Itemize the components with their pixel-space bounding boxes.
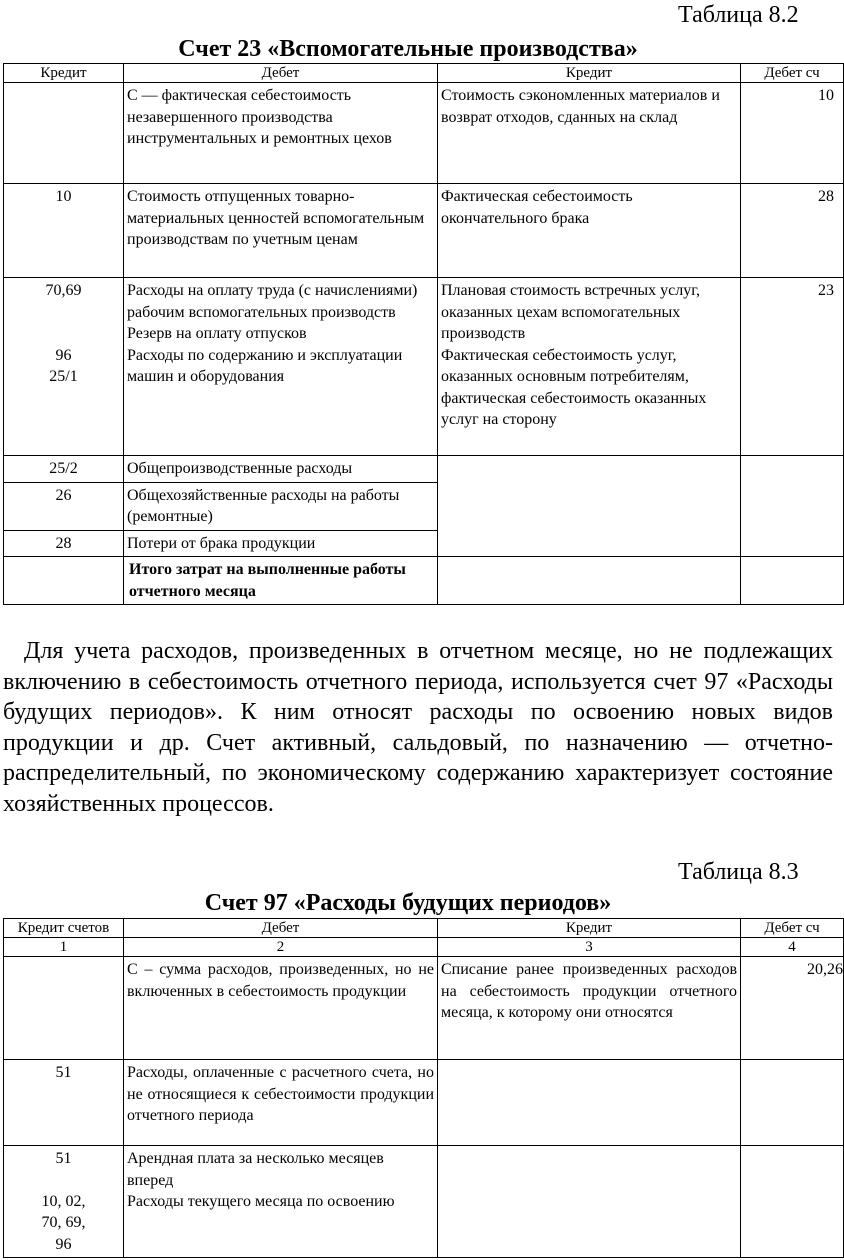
debit-cell: С – сумма расходов, произведенных, но не включенных в себестоимость продукции (124, 957, 438, 1060)
debit-cell: Общепроизводственные расходы (124, 456, 438, 483)
code-cell (4, 1146, 124, 1258)
code-line: 51 (55, 1150, 72, 1167)
header-cell: Дебет сч (741, 64, 844, 83)
code-line: 10, 02, (41, 1192, 86, 1210)
code-cell (4, 557, 124, 605)
header-row (4, 919, 844, 938)
code-cell: 26 (4, 482, 124, 530)
header-cell: Кредит (438, 64, 741, 83)
table-title: Счет 97 «Расходы будущих периодов» (204, 890, 612, 916)
debit-line: Расходы текущего месяца по освоению (127, 1193, 395, 1210)
code-line: 96 (55, 1235, 72, 1253)
column-number-row (4, 938, 844, 957)
code-line: 70, 69, (41, 1214, 86, 1231)
code-cell (4, 83, 124, 184)
column-number: 4 (741, 938, 844, 957)
account-num-cell (741, 1060, 844, 1146)
header-cell: Дебет сч (741, 919, 844, 938)
table-caption: Таблица 8.3 (678, 859, 799, 885)
table-row (4, 456, 844, 483)
account-num-cell: 10 (741, 83, 844, 184)
table-caption: Таблица 8.2 (678, 2, 799, 28)
account-num-cell: 23 (741, 278, 844, 456)
table-row (4, 278, 844, 456)
header-cell: Кредит счетов (4, 919, 124, 938)
code-cell: 10 (4, 184, 124, 278)
account-num-cell (741, 1146, 844, 1258)
column-number: 1 (4, 938, 124, 957)
table-row (4, 1060, 844, 1146)
account-97-table (3, 918, 844, 1258)
debit-line: Расходы по содержанию и эксплуатации машин и оборудования (127, 346, 403, 385)
table-row (4, 1146, 844, 1258)
credit-cell: Фактическая себестоимость окончательного брака (438, 184, 741, 278)
debit-cell: Стоимость отпущенных товарно-материальных ценностей вспомогательным производствам по учетным ценам (124, 184, 438, 278)
debit-cell: Общехозяйственные расходы на работы (ремонтные) (124, 482, 438, 530)
debit-cell: С — фактическая себестоимость незавершенного производства инструментальных и ремонтных цехов (124, 83, 438, 184)
credit-line: Плановая стоимость встречных услуг, оказанных цехам вспомогательных производств (441, 282, 701, 342)
header-cell: Кредит (4, 64, 124, 83)
account-23-table (3, 63, 844, 605)
table-row (4, 83, 844, 184)
credit-cell (438, 456, 741, 557)
debit-cell (124, 278, 438, 456)
credit-cell (438, 1146, 741, 1258)
account-num-cell: 20,26 (741, 957, 844, 1060)
column-number: 2 (124, 938, 438, 957)
debit-cell: Расходы, оплаченные с расчетного счета, но не относящиеся к себестоимости продукции отчетного периода (124, 1060, 438, 1146)
credit-cell: Списание ранее произведенных расходов на себестоимость продукции отчетного месяца, к которому они относятся (438, 957, 741, 1060)
header-cell: Дебет (124, 64, 438, 83)
credit-cell (438, 557, 741, 605)
account-num-cell: 28 (741, 184, 844, 278)
code-cell: 25/2 (4, 456, 124, 483)
body-paragraph: Для учета расходов, произведенных в отчетном месяце, но не подлежащих включению в себестоимость отчетного периода, используется счет 97 «Расходы будущих периодов». К ним относят расходы по освоению новых видов продукции и др. Счет активный, сальдовый, по назначению — отчетно-распределительный, по экономическому содержанию характеризует состояние хозяйственных процессов. (3, 638, 833, 817)
code-cell: 28 (4, 530, 124, 557)
debit-cell (124, 1146, 438, 1258)
debit-line: Арендная плата за несколько месяцев вперед (127, 1150, 384, 1189)
total-row (4, 557, 844, 605)
debit-cell: Потери от брака продукции (124, 530, 438, 557)
credit-line: Фактическая себестоимость услуг, оказанных основным потребителям, фактическая себестоимость оказанных услуг на сторону (441, 346, 707, 428)
table-row (4, 957, 844, 1060)
debit-line: Резерв на оплату отпусков (127, 325, 307, 342)
code-line: 70,69 (45, 282, 82, 299)
credit-cell (438, 1060, 741, 1146)
account-num-cell (741, 557, 844, 605)
total-label: Итого затрат на выполненные работы отчетного месяца (124, 557, 438, 605)
code-cell (4, 957, 124, 1060)
credit-cell: Стоимость сэкономленных материалов и возврат отходов, сданных на склад (438, 83, 741, 184)
table-title: Счет 23 «Вспомогательные производства» (178, 36, 638, 62)
column-number: 3 (438, 938, 741, 957)
table-row (4, 184, 844, 278)
code-cell: 51 (4, 1060, 124, 1146)
code-line: 25/1 (49, 368, 78, 385)
header-row (4, 64, 844, 83)
debit-line: Расходы на оплату труда (с начислениями) рабочим вспомогательных производств (127, 282, 418, 321)
credit-cell (438, 278, 741, 456)
code-cell (4, 278, 124, 456)
code-line: 96 (55, 346, 72, 364)
account-num-cell (741, 456, 844, 557)
header-cell: Дебет (124, 919, 438, 938)
header-cell: Кредит (438, 919, 741, 938)
